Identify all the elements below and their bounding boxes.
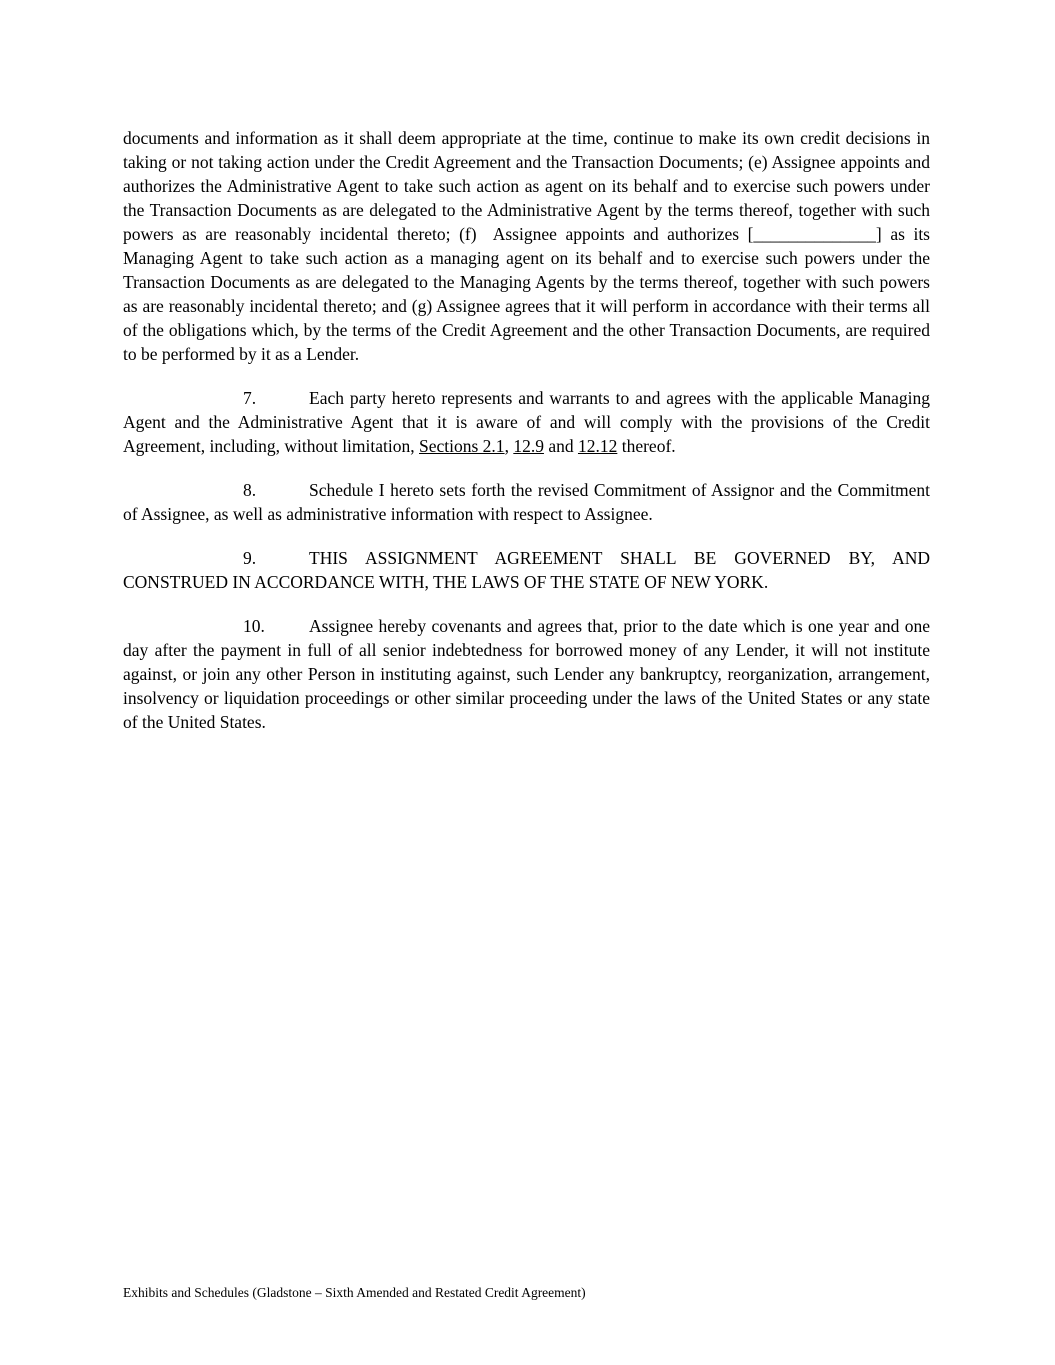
section-reference-12-9: 12.9 [513, 436, 544, 456]
paragraph-9 [123, 546, 930, 594]
paragraph-7-text: Each party hereto represents and warrants to and agrees with the applicable Managing Agent and the Administrative Agent that it is aware of and will comply with the provisions of the Credit Agreement, including, without limitation, [123, 388, 930, 456]
paragraph-9-text: THIS ASSIGNMENT AGREEMENT SHALL BE GOVERNED BY, AND CONSTRUED IN ACCORDANCE WITH, THE LAWS OF THE STATE OF NEW YORK. [123, 548, 930, 592]
paragraph-8-text: Schedule I hereto sets forth the revised Commitment of Assignor and the Commitment of Assignee, as well as administrative information with respect to Assignee. [123, 480, 930, 524]
paragraph-7-text-end: thereof. [617, 436, 676, 456]
paragraph-10-text: Assignee hereby covenants and agrees that, prior to the date which is one year and one day after the payment in full of all senior indebtedness for borrowed money of any Lender, it will not institute against, or join any other Person in instituting against, such Lender any bankruptcy, reorganization, arrangement, insolvency or liquidation proceedings or other similar proceeding under the laws of the United States or any state of the United States. [123, 616, 930, 732]
section-reference-12-12: 12.12 [577, 436, 618, 456]
page-footer: Exhibits and Schedules (Gladstone – Sixth Amended and Restated Credit Agreement) [123, 1285, 586, 1300]
paragraph-7-separator-1: , [504, 436, 514, 456]
paragraph-10-number: 10. [243, 616, 265, 636]
paragraph-continuation: documents and information as it shall deem appropriate at the time, continue to make its own credit decisions in taking or not taking action under the Credit Agreement and the Transaction Documents; (e) Assignee appoints and authorizes the Administrative Agent to take such action as agent on its behalf and to exercise such powers under the Transaction Documents as are delegated to the Administrative Agent by the terms thereof, together with such powers as are reasonably incidental thereto; (f) Assignee appoints and authorizes [______________] as its Managing Agent to take such action as a managing agent on its behalf and to exercise such powers under the Transaction Documents as are delegated to the Managing Agents by the terms thereof, together with such powers as are reasonably incidental thereto; and (g) Assignee agrees that it will perform in accordance with their terms all of the obligations which, by the terms of the Credit Agreement and the other Transaction Documents, are required to be performed by it as a Lender. [123, 128, 930, 364]
paragraph-7-separator-2: and [543, 436, 578, 456]
paragraph-7-number: 7. [243, 388, 257, 408]
paragraph-8 [123, 478, 930, 526]
document-body [123, 126, 930, 734]
section-reference-2-1: Sections 2.1 [419, 436, 505, 456]
paragraph-8-number: 8. [243, 480, 257, 500]
paragraph-10 [123, 614, 930, 734]
paragraph-7 [123, 386, 930, 458]
paragraph-9-number: 9. [243, 548, 257, 568]
